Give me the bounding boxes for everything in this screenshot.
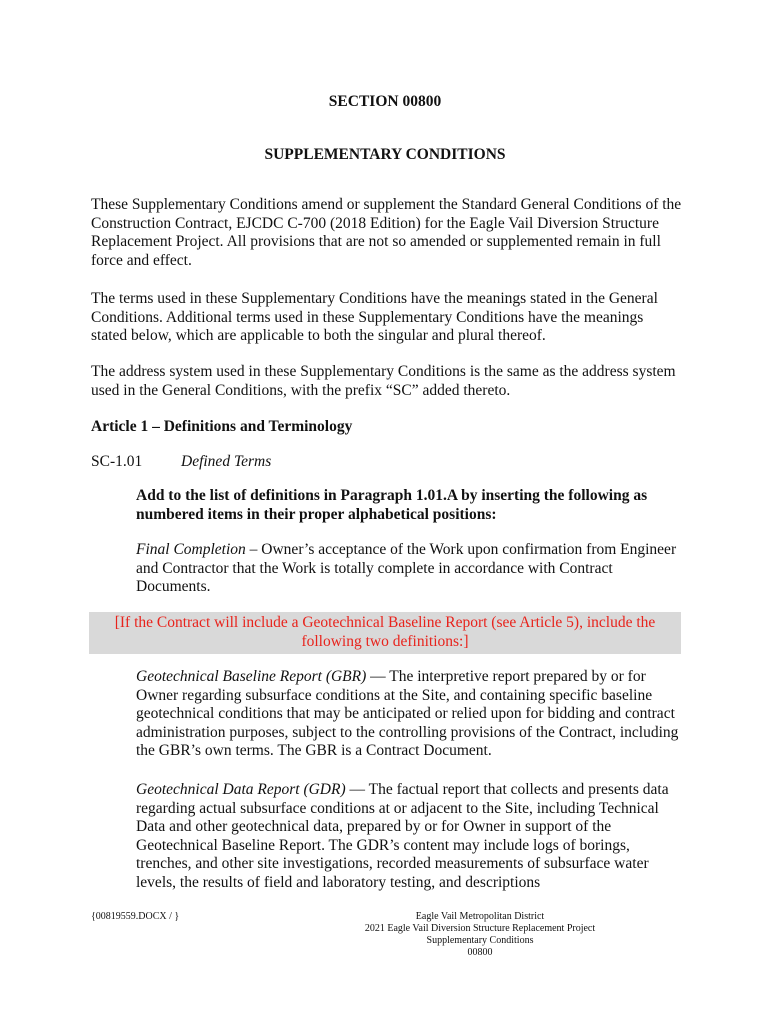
sc-title: Defined Terms bbox=[181, 453, 272, 470]
definition-term: Final Completion bbox=[136, 541, 246, 558]
definition-gbr bbox=[136, 668, 684, 761]
definition-separator: – bbox=[245, 541, 262, 558]
definition-gdr bbox=[136, 781, 684, 893]
definition-final-completion bbox=[136, 541, 684, 597]
sc-number: SC-1.01 bbox=[91, 453, 143, 470]
footer-line: 00800 bbox=[467, 947, 493, 958]
footer-line: Supplementary Conditions bbox=[426, 935, 534, 946]
section-number: SECTION 00800 bbox=[328, 93, 442, 110]
instruction-text: Add to the list of definitions in Paragraph 1.01.A by inserting the following as numbered items in their proper alphabetical positions: bbox=[136, 487, 648, 523]
definition-text: The factual report that collects and presents data regarding actual subsurface conditions at or adjacent to the Site, including Technical Data and other geotechnical data, prepared by or for Owner in support of the Geotechnical Baseline Report. The GDR’s content may include logs of borings, trenches, and other site investigations, recorded measurements of subsurface water levels, the results of field and laboratory testing, and descriptions bbox=[136, 781, 669, 891]
terms-paragraph: The terms used in these Supplementary Conditions have the meanings stated in the General Conditions. Additional terms used in these Supplementary Conditions have the meanings stated below, which are applicable to both the singular and plural thereof. bbox=[91, 290, 658, 345]
definition-text: The interpretive report prepared by or for Owner regarding subsurface conditions at the Site, and containing specific baseline geotechnical conditions that may be anticipated or relied upon for bidding and contract administration purposes, subject to the controlling provisions of the Contract, including the GBR’s own terms. The GBR is a Contract Document. bbox=[136, 668, 679, 760]
definition-term: Geotechnical Data Report (GDR) bbox=[136, 781, 346, 798]
definition-text: Owner’s acceptance of the Work upon confirmation from Engineer and Contractor that the Work is totally complete in accordance with Contract Documents. bbox=[136, 541, 677, 596]
article-heading: Article 1 – Definitions and Terminology bbox=[91, 418, 353, 435]
intro-paragraph: These Supplementary Conditions amend or supplement the Standard General Conditions of the Construction Contract, EJCDC C-700 (2018 Edition) for the Eagle Vail Diversion Structure Replacement Project. All provisions that are not so amended or supplemented remain in full force and effect. bbox=[91, 196, 682, 269]
footer-line: Eagle Vail Metropolitan District bbox=[415, 911, 545, 922]
address-paragraph: The address system used in these Supplementary Conditions is the same as the address system used in the General Conditions, with the prefix “SC” added thereto. bbox=[91, 363, 676, 399]
section-title: SUPPLEMENTARY CONDITIONS bbox=[264, 146, 506, 163]
footer-info bbox=[290, 911, 670, 959]
editor-note: [If the Contract will include a Geotechnical Baseline Report (see Article 5), include the following two definitions:] bbox=[89, 612, 681, 654]
footer-line: 2021 Eagle Vail Diversion Structure Replacement Project bbox=[364, 923, 596, 934]
definition-term: Geotechnical Baseline Report (GBR) bbox=[136, 668, 367, 685]
definition-separator: — bbox=[366, 668, 390, 685]
footer-doc-id: {00819559.DOCX / } bbox=[91, 911, 180, 922]
definition-separator: — bbox=[345, 781, 369, 798]
